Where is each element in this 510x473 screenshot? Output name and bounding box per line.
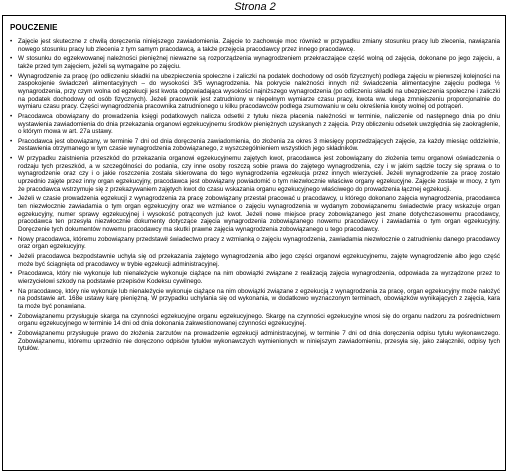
list-item-text: W stosunku do egzekwowanej należności pieniężnej niewazne są rozporządzenia wynagrodzeniem przekraczające część wolną od zajęcia, dokonane po jego zajęciu, a także przed tym zajęciem, jeżeli są wymagalne po zajęciu. (18, 55, 500, 70)
bullet-icon: • (10, 312, 13, 320)
instruction-list (10, 38, 500, 355)
bullet-icon: • (10, 155, 13, 163)
list-item-text: Pracodawca, który nie wykonuje lub nienależycie wykonuje ciążące na nim obowiązki związane z realizacją zajęcia wynagrodzenia, odpowiada za wyrządzone przez to wierzycielowi szkody na podstawie przepisów Kodeksu cywilnego. (18, 270, 500, 285)
bullet-icon: • (10, 330, 13, 338)
list-item (10, 253, 500, 268)
bullet-icon: • (10, 38, 13, 45)
bullet-icon: • (10, 270, 13, 278)
list-item (10, 330, 500, 353)
list-item-text: Zobowiązanemu przysługuje skarga na czynności egzekucyjne organu egzekucyjnego. Skargę na czynności egzekucyjne wnosi się do organu nadzoru za pośrednictwem organu egzekucyjnego w terminie 14 dni od dnia dokonania zakwestionowanej czynności egzekucyjnej. (18, 312, 500, 328)
list-item-text: Pracodawca jest obowiązany, w terminie 7 dni od dnia doręczenia zawiadomienia, do złożenia za okres 3 miesięcy poprzedzających zajęcie, za każdy miesiąc oddzielnie, zestawienia otrzymanego w tym czasie wynagrodzenia zobowiązanego, z wyszczególnieniem wszystkich jego składników. (18, 137, 500, 153)
list-item-text: Nowy pracodawca, któremu zobowiązany przedstawił świadectwo pracy z wzmianką o zajęciu wynagrodzenia, zawiadamia niezwłocznie o zatrudnieniu danego pracodawcy oraz organ egzekucyjny. (18, 235, 500, 251)
list-item (10, 138, 500, 153)
section-title: POUCZENIE (10, 23, 58, 32)
list-item (10, 55, 500, 70)
list-item-text: Jeżeli pracodawca bezpodstawnie uchyla się od przekazania zajętego wynagrodzenia albo jego części organowi egzekucyjnemu, zajęte wynagrodzenie albo jego część może być ściągnięta od pracodawcy w trybie egzekucji administracyjnej. (18, 252, 500, 268)
list-item (10, 270, 500, 285)
list-item-text: Jeżeli w czasie prowadzenia egzekucji z wynagrodzenia za pracę zobowiązany przestał pracować u pracodawcy, u którego dokonano zajęcia wynagrodzenia, pracodawca ten niezwłocznie zawiadamia o tym organ egzekucyjny oraz we wzmiance o zajęciu wynagrodzenia w wydanym zobowiązanemu świadectwie pracy wskazuje organ egzekucyjny, numer sprawy egzekucyjnej i wysokość potrąconych już kwot. Jeżeli nowe miejsce pracy zobowiązanego jest znane dotychczasowemu pracodawcy, pracodawca ten przesyła niezwłocznie dokumenty dotyczące zajęcia wynagrodzenia zobowiązanego nowemu pracodawcy i zawiadamia o tym organ egzekucyjny. Doręczenie tych dokumentów nowemu pracodawcy ma skutki prawne zajęcia wynagrodzenia zobowiązanego u tego pracodawcy. (18, 195, 500, 233)
list-item-text: Wynagrodzenie za pracę (po odliczeniu składki na ubezpieczenia społeczne i zaliczki na podatek dochodowy od osób fizycznych) podlega zajęciu w pierwszej kolejności na zaspokojenie świadczeń alimentacyjnych – do wysokości 3/5 wynagrodzenia. Na pokrycie należności innych niż świadczenia alimentacyjne zajęciu podlega ½ wynagrodzenia, przy czym wolna od egzekucji jest kwota odpowiadająca wysokości najniższego wynagrodzenia (po odliczeniu składki na ubezpieczenia społeczne i zaliczki na podatek dochodowy od osób fizycznych). Jeżeli pracownik jest zatrudniony w niepełnym wymiarze czasu pracy, kwota ww. ulega zmniejszeniu proporcjonalnie do wymiaru czasu pracy. Części wynagrodzenia pracownika zatrudnionego u kilku pracodawców podlega zsumowaniu w celu określenia kwoty wolnej od potrąceń. (18, 72, 500, 111)
bullet-icon: • (10, 287, 13, 295)
list-item (10, 155, 500, 193)
list-item (10, 195, 500, 233)
bullet-icon: • (10, 195, 13, 203)
bullet-icon: • (10, 137, 13, 145)
list-item-text: Na pracodawcę, który nie wykonuje lub nienależycie wykonuje ciążące na nim obowiązki związane z egzekucją z wynagrodzenia za pracę, organ egzekucyjny może nałożyć na podstawie art. 168e ustawy karę pieniężną. W przypadku uchylania się od wykonania, w dodatkowo wyznaczonym terminach, obowiązków wynikających z zajęcia, kara ta może być ponawiana. (18, 287, 500, 310)
bullet-icon: • (10, 72, 13, 80)
list-item (10, 73, 500, 111)
list-item (10, 236, 500, 251)
list-item-text: Zobowiązanemu przysługuje prawo do złożenia zarzutów na prowadzenie egzekucji administracyjnej, w terminie 7 dni od dnia doręczenia odpisu tytułu wykonawczego. Zobowiązanemu, któremu uprzednio nie doręczono odpisów tytułów wykonawczych wymienionych w niniejszym zawiadomieniu, przesyła się, jako załączniki, odpisy tych tytułów. (18, 330, 500, 353)
list-item (10, 288, 500, 311)
list-item (10, 38, 500, 53)
bullet-icon: • (10, 235, 13, 243)
list-item-text: W przypadku zaistnienia przeszkód do przekazania organowi egzekucyjnemu zajętych kwot, pracodawca jest zobowiązany do złożenia temu organowi oświadczenia o rodzaju tych przeszkód, a w szczególności do podania, czy inne osoby roszczą sobie prawa do zajętego wynagrodzenia, czy i w jakim sądzie toczy się sprawa o to wynagrodzenie oraz czy i o jakie roszczenia została skierowana do tego wynagrodzenia egzekucja przez innych wierzycieli. Jeżeli wynagrodzenie za pracę zostało uprzednio zajęte przez inny organ egzekucyjny, pracodawca jest obowiązany powiadomić o tym niezwłocznie właściwe organy egzekucyjne. Zajęcie zostaje w mocy, z tym że pracodawca wstrzymuje się z przekazywaniem zajętych kwot do czasu wskazania organu egzekucyjnego właściwego do prowadzenia łącznej egzekucji. (18, 155, 500, 193)
list-item (10, 313, 500, 328)
document-frame (2, 15, 506, 471)
bullet-icon: • (10, 112, 13, 120)
bullet-icon: • (10, 252, 13, 260)
list-item-text: Zajęcie jest skuteczne z chwilą doręczenia niniejszego zawiadomienia. Zajęcie to zachowuje moc również w przypadku zmiany stosunku pracy lub zlecenia, nawiązania nowego stosunku pracy lub zlecenia z tym samym pracodawcą, a także przejęcia pracodawcy przez innego pracodawcę. (18, 38, 500, 53)
page-header: Strona 2 (234, 1, 276, 13)
list-item-text: Pracodawca obowiązany do prowadzenia księgi podatkowych nalicza odsetki z tytułu nieza płacenia należności w terminie, naliczenie od następnego dnia po dniu wystawienia zawiadomienia do dnia przekazania organowi egzekucyjnemu środków pieniężnych uzyskanych z zajęcia. Przy obliczeniu odsetek uwzględnia się zaokrąglenie, o którym mowa w art. 27a ustawy. (18, 112, 500, 136)
bullet-icon: • (10, 55, 13, 63)
list-item (10, 113, 500, 136)
